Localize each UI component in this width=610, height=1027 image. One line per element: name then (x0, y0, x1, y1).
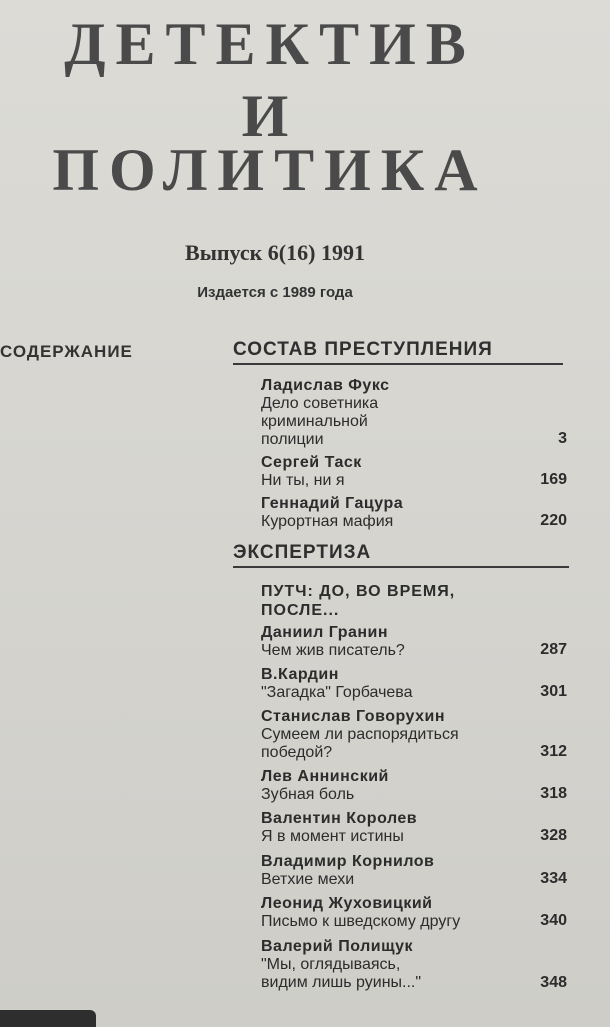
toc-entry (261, 937, 571, 992)
entry-page: 348 (540, 974, 567, 991)
entry-author: Ладислав Фукс (261, 377, 390, 394)
issue-number: Выпуск 6(16) 1991 (185, 240, 365, 265)
entry-title-line: "Мы, оглядываясь, (261, 956, 401, 973)
entry-page: 318 (540, 785, 567, 802)
entry-page: 169 (540, 471, 567, 488)
entry-author: Лев Аннинский (261, 768, 389, 785)
entry-title-line: победой? (261, 744, 333, 761)
entry-author: Владимир Корнилов (261, 853, 435, 870)
entry-author: Сергей Таск (261, 454, 362, 471)
entry-title-line: Сумеем ли распорядиться (261, 726, 459, 743)
title-line-2: И (241, 83, 299, 149)
entry-title-line: Чем жив писатель? (261, 642, 405, 659)
section-title-sostav: СОСТАВ ПРЕСТУПЛЕНИЯ (233, 339, 563, 365)
toc-entry (261, 665, 571, 702)
title-line-3: ПОЛИТИКА (52, 137, 488, 203)
contents-label: СОДЕРЖАНИЕ (0, 342, 133, 361)
entry-author: Валентин Королев (261, 810, 418, 827)
section-title-ekspertiza: ЭКСПЕРТИЗА (233, 542, 569, 568)
entry-page: 3 (558, 430, 567, 447)
entry-page: 340 (540, 912, 567, 929)
entry-title-line: Ветхие мехи (261, 871, 355, 888)
corner-stamp (0, 1010, 96, 1027)
entry-title-line: Ни ты, ни я (261, 472, 345, 489)
subsection-line: ПУТЧ: ДО, ВО ВРЕМЯ, (261, 583, 456, 600)
toc-entry (261, 809, 571, 846)
entry-title-line: криминальной (261, 413, 368, 430)
toc-entry (261, 767, 571, 804)
entry-title-line: Письмо к шведскому другу (261, 913, 461, 930)
subsection-line: ПОСЛЕ... (261, 602, 340, 619)
entry-page: 334 (540, 870, 567, 887)
entry-title-line: "Загадка" Горбачева (261, 684, 413, 701)
entry-page: 312 (540, 743, 567, 760)
entry-title-line: Зубная боль (261, 786, 355, 803)
toc-entry (261, 852, 571, 889)
entry-author: В.Кардин (261, 666, 339, 683)
entry-author: Леонид Жуховицкий (261, 895, 433, 912)
entry-title-line: Курортная мафия (261, 513, 394, 530)
subsection-heading (261, 582, 561, 620)
toc-entry (261, 623, 571, 660)
entry-page: 287 (540, 641, 567, 658)
entry-title-line: видим лишь руины..." (261, 974, 422, 991)
entry-page: 220 (540, 512, 567, 529)
toc-entry (261, 453, 571, 490)
entry-author: Даниил Гранин (261, 624, 389, 641)
entry-page: 328 (540, 827, 567, 844)
published-since: Издается с 1989 года (197, 284, 353, 301)
toc-entry (261, 376, 571, 449)
toc-entry (261, 707, 571, 762)
toc-entry (261, 894, 571, 931)
entry-author: Валерий Полищук (261, 938, 413, 955)
entry-author: Геннадий Гацура (261, 495, 404, 512)
title-line-1: ДЕТЕКТИВ (64, 11, 476, 77)
toc-entry (261, 494, 571, 531)
entry-author: Станислав Говорухин (261, 708, 446, 725)
entry-title-line: Я в момент истины (261, 828, 404, 845)
entry-title-line: полиции (261, 431, 324, 448)
entry-page: 301 (540, 683, 567, 700)
entry-title-line: Дело советника (261, 395, 379, 412)
